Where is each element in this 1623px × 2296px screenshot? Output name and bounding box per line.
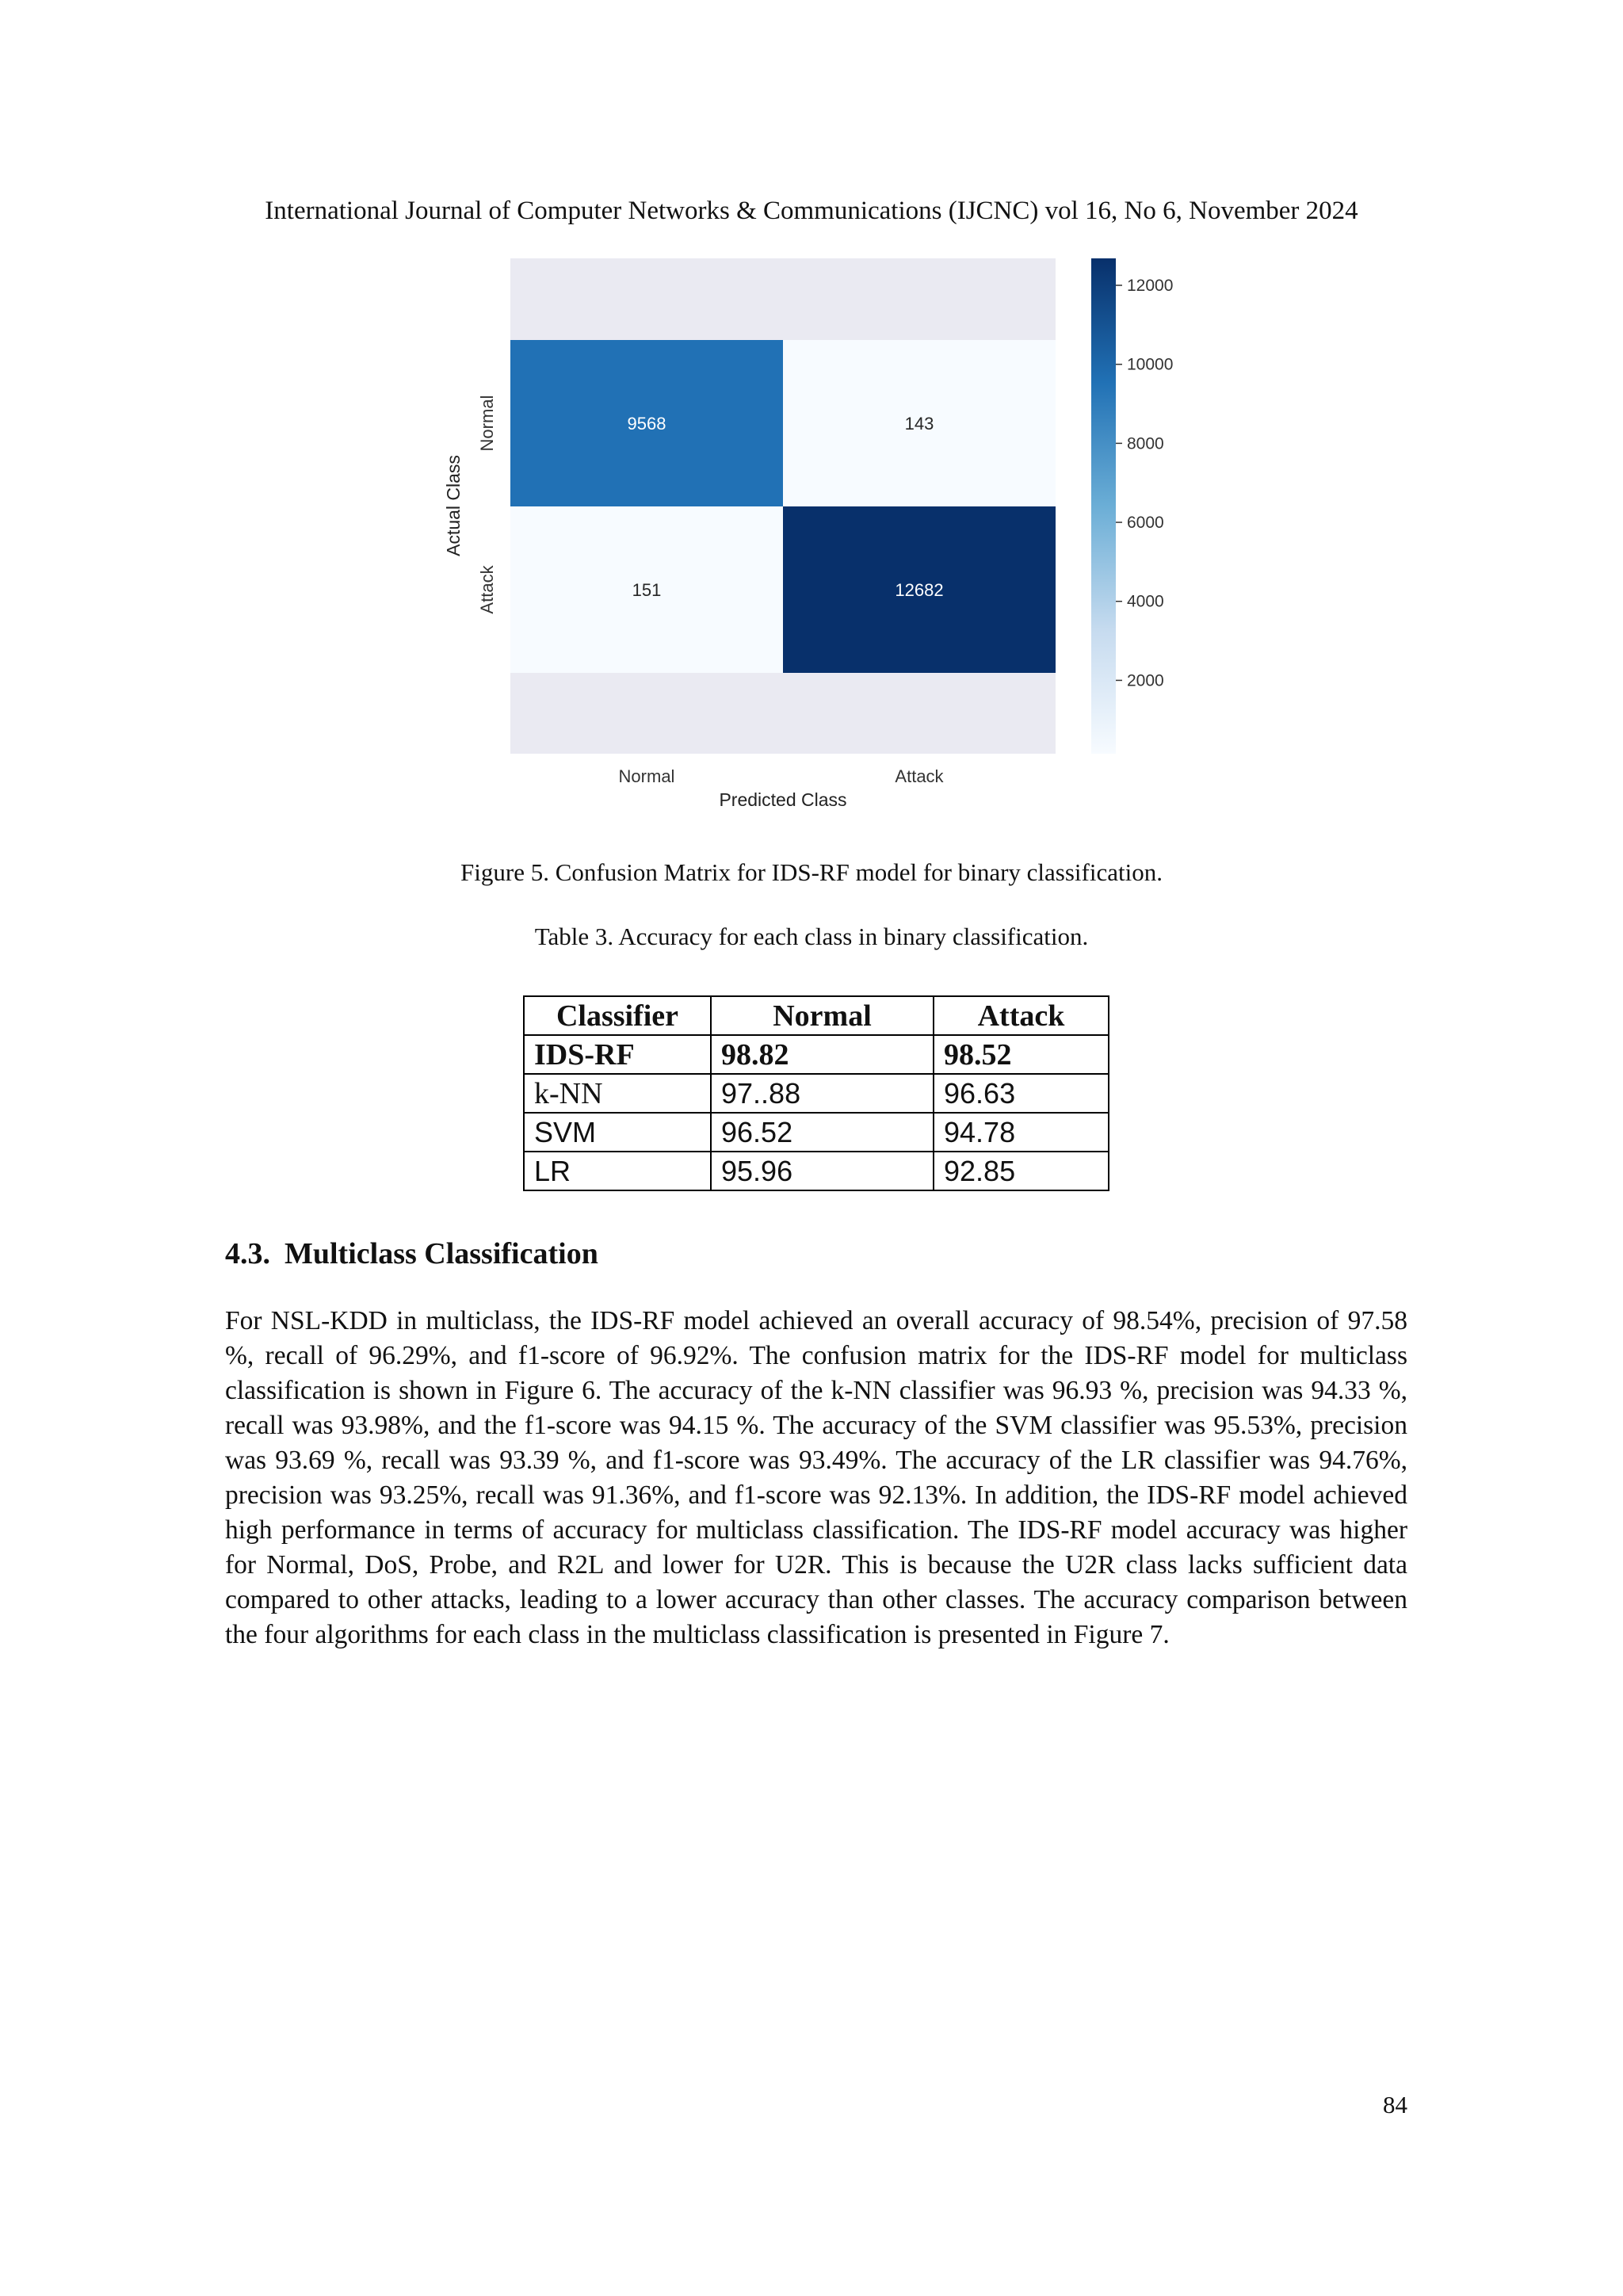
table-header-row — [524, 996, 1109, 1035]
body-paragraph: For NSL-KDD in multiclass, the IDS-RF model achieved an overall accuracy of 98.54%, precision of 97.58 %, recall of 96.29%, and f1-score of 96.92%. The confusion matrix for the IDS-RF model for multiclass classification is shown in Figure 6. The accuracy of the k-NN classifier was 96.93 %, precision was 94.33 %, recall was 93.98%, and the f1-score was 94.15 %. The accuracy of the SVM classifier was 95.53%, precision was 93.69 %, recall was 93.39 %, and f1-score was 93.49%. The accuracy of the LR classifier was 94.76%, precision was 93.25%, recall was 91.36%, and f1-score was 92.13%. In addition, the IDS-RF model achieved high performance in terms of accuracy for multiclass classification. The IDS-RF model accuracy was higher for Normal, DoS, Probe, and R2L and lower for U2R. This is because the U2R class lacks sufficient data compared to other attacks, leading to a lower accuracy than other classes. The accuracy comparison between the four algorithms for each class in the multiclass classification is presented in Figure 7. — [225, 1306, 1407, 1649]
colorbar-tick-label: 10000 — [1127, 355, 1174, 374]
figure-caption: Figure 5. Confusion Matrix for IDS-RF model for binary classification. — [460, 858, 1163, 886]
header-attack: Attack — [934, 996, 1109, 1035]
colorbar-tick-label: 2000 — [1127, 671, 1164, 690]
attack-cell: 98.52 — [934, 1035, 1109, 1074]
x-tick-label: Attack — [895, 766, 944, 786]
table-caption: Table 3. Accuracy for each class in binary classification. — [534, 923, 1089, 950]
accuracy-table — [523, 995, 1109, 1191]
colorbar-tick-label: 8000 — [1127, 434, 1164, 453]
table-row — [524, 1113, 1109, 1152]
classifier-cell: LR — [524, 1152, 711, 1190]
classifier-cell: k-NN — [524, 1074, 711, 1113]
page-number: 84 — [1383, 2091, 1407, 2118]
y-tick-label: Attack — [477, 565, 497, 614]
cell-value-label: 151 — [632, 580, 662, 600]
normal-cell: 95.96 — [711, 1152, 934, 1190]
section-heading — [225, 1236, 598, 1271]
colorbar-tick-label: 12000 — [1127, 276, 1174, 295]
confusion-matrix-chart — [428, 250, 1205, 820]
attack-cell: 96.63 — [934, 1074, 1109, 1113]
classifier-cell: IDS-RF — [524, 1035, 711, 1074]
y-axis-label: Actual Class — [443, 455, 464, 556]
normal-cell: 98.82 — [711, 1035, 934, 1074]
normal-cell: 97..88 — [711, 1074, 934, 1113]
y-tick-label: Normal — [477, 395, 497, 452]
section-title: Multiclass Classification — [285, 1237, 598, 1270]
header-normal: Normal — [711, 996, 934, 1035]
x-tick-label: Normal — [618, 766, 675, 786]
cell-value-label: 12682 — [895, 580, 944, 600]
x-axis-label: Predicted Class — [719, 789, 847, 810]
normal-cell: 96.52 — [711, 1113, 934, 1152]
section-number: 4.3. — [225, 1237, 270, 1270]
table-row — [524, 1035, 1109, 1074]
attack-cell: 92.85 — [934, 1152, 1109, 1190]
table-row — [524, 1074, 1109, 1113]
cell-value-label: 9568 — [627, 414, 666, 434]
colorbar-tick-label: 4000 — [1127, 592, 1164, 611]
table-row — [524, 1152, 1109, 1190]
attack-cell: 94.78 — [934, 1113, 1109, 1152]
journal-header: International Journal of Computer Networks & Communications (IJCNC) vol 16, No 6, November 2024 — [265, 197, 1358, 225]
header-classifier: Classifier — [524, 996, 711, 1035]
classifier-cell: SVM — [524, 1113, 711, 1152]
colorbar — [1091, 258, 1116, 754]
colorbar-tick-label: 6000 — [1127, 514, 1164, 533]
cell-value-label: 143 — [904, 414, 934, 434]
